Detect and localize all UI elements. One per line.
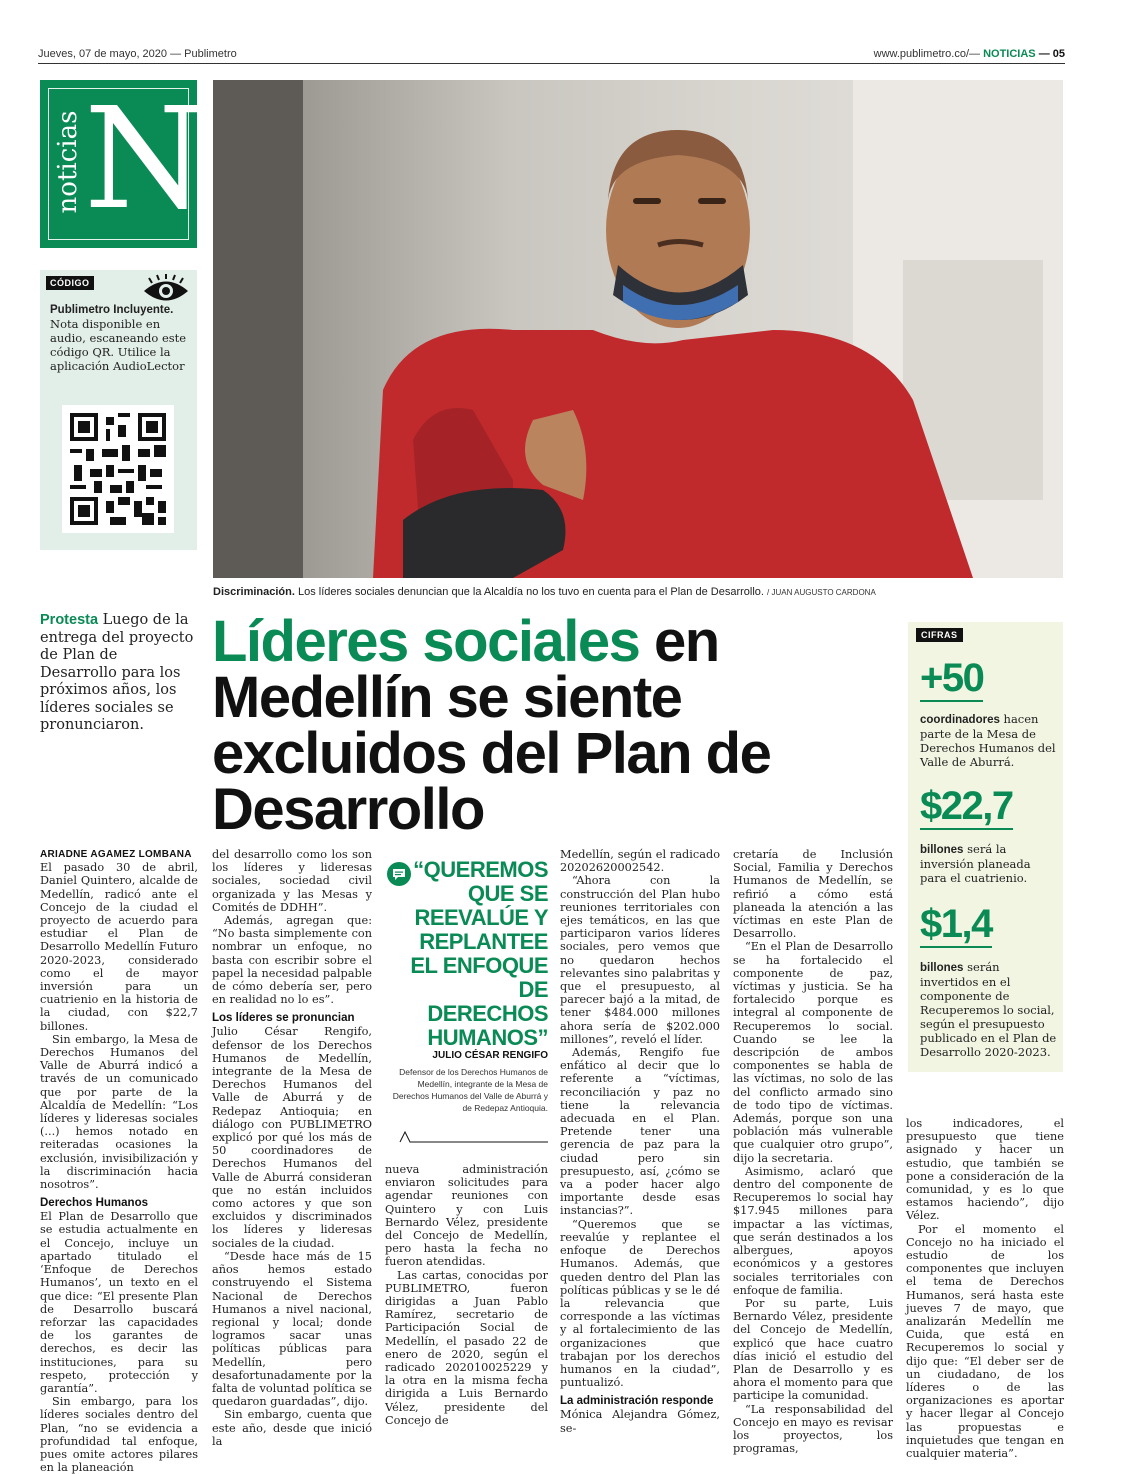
codigo-tag: CÓDIGO	[46, 276, 94, 290]
quote-role: Defensor de los Derechos Humanos de Medellín, integrante de la Mesa de Derechos Humanos del Valle de Aburrá y de Redepaz Antioquia.	[392, 1067, 548, 1113]
figure-3: $1,4	[920, 902, 992, 946]
paragraph: “Desde hace más de 15 años hemos estado construyendo el Sistema Nacional de Derechos Humanos a nivel nacional, regional y local; donde logramos sacar unas políticas públicas para Medellín, pero desafortunadamente por la falta de voluntad política se quedaron guardadas”, dijo.	[212, 1249, 372, 1409]
paragraph: Sin embargo, la Mesa de Derechos Humanos del Valle de Aburrá indicó a través de un comunicado que por parte de la Alcaldía de Medellín: “Los líderes y lideresas sociales (...) hemos notado en reiteradas ocasiones la exclusión, invisibilización y la discriminación hacia nosotros”.	[40, 1032, 198, 1192]
codigo-description	[50, 302, 190, 373]
site-url[interactable]: www.publimetro.co/—	[873, 48, 981, 60]
quote-author: JULIO CÉSAR RENGIFO	[432, 1050, 548, 1061]
article-col-6	[906, 1117, 1064, 1460]
figure-2-bold: billones	[920, 844, 964, 856]
deck-summary	[40, 612, 198, 735]
article-col-4	[560, 848, 720, 1435]
paragraph: Por su parte, Luis Bernardo Vélez, presidente del Concejo de Medellín, explicó que hace cuatro días inició el estudio del Plan de Desarrollo y es ahora el momento para que participe la comunidad.	[733, 1296, 893, 1403]
article-col-2	[212, 848, 372, 1448]
section-name: NOTICIAS	[983, 48, 1036, 60]
caption-text: Los líderes sociales denuncian que la Alcaldía no los tuvo en cuenta para el Plan de Desarrollo.	[297, 586, 764, 598]
figure-2-text: será la inversión planeada para el cuatrienio.	[920, 842, 1031, 885]
headline	[212, 609, 872, 842]
qr-code[interactable]	[62, 405, 174, 533]
byline: ARIADNE AGAMEZ LOMBANA	[40, 849, 192, 860]
paragraph: Además, agregan que: “No basta simplemente con nombrar un enfoque, no basta con escribir sobre el papel la necesidad palpable de cómo debería ser, pero en realidad no lo es”.	[212, 914, 372, 1007]
figure-3-text: serán invertidos en el componente de Recuperemos lo social, según el presupuesto publicado en el Plan de Desarrollo 2020-2023.	[920, 960, 1057, 1059]
figure-1-text: hacen parte de la Mesa de Derechos Humanos del Valle de Aburrá.	[920, 712, 1056, 769]
paragraph: “En el Plan de Desarrollo se ha fortalecido el componente de paz, víctimas y justicia. Se ha fortalecido porque es integral al componente de Recuperemos lo social. Cuando se lee la descripción de ambos componentes se habla de las víctimas, no solo de las del conflicto armado sino de todo tipo de víctimas. Además, porque son una población más vulnerable que cualquier otro grupo”, dijo la secretaria.	[733, 940, 893, 1165]
paragraph: Por el momento el Concejo no ha iniciado el estudio de los componentes que incluyen el tema de Derechos Humanos, será hasta este jueves 7 de mayo, que analizarán Medellín me Cuida, que está en Recuperemos lo social y dijo que: “El deber ser de un ciudadano, de los líderes o de las organizaciones es aportar y hacer llegar al Concejo las propuestas e inquietudes que tengan en cualquier materia”.	[906, 1222, 1064, 1461]
paragraph: “La responsabilidad del Concejo en mayo es revisar los proyectos, los programas,	[733, 1402, 893, 1456]
deck-text: Luego de la entrega del proyecto de Plan de Desarrollo para los próximos años, los líderes sociales se pronunciaron.	[40, 612, 194, 733]
paragraph: Sin embargo, para los líderes sociales dentro del Plan, “no se evidencia a profundidad tal enfoque, pues omite actores pilares en la planeación	[40, 1395, 198, 1474]
figure-2-desc	[920, 842, 1058, 885]
paragraph: los indicadores, el presupuesto que tiene asignado y hacer un estudio, que también se pone a consideración de la comunidad, y es lo que estamos haciendo”, dijo Vélez.	[906, 1117, 1064, 1223]
figure-2: $22,7	[920, 784, 1013, 828]
quote-text: “QUEREMOS QUE SE REEVALÚE Y REPLANTEE EL ENFOQUE DE DERECHOS HUMANOS”	[410, 857, 548, 1050]
article-col-5	[733, 848, 893, 1455]
paragraph: cretaría de Inclusión Social, Familia y Derechos Humanos de Medellín, se refirió a cómo está planeada la atención a las víctimas en este Plan de Desarrollo.	[733, 848, 893, 941]
subhead-derechos: Derechos Humanos	[40, 1197, 149, 1210]
page-number: — 05	[1038, 48, 1065, 60]
subhead-lideres: Los líderes se pronuncian	[212, 1012, 355, 1025]
paragraph: “Queremos que se reevalúe y replantee el enfoque de Derechos Humanos. Además, que queden dentro del Plan las políticas públicas y se le dé la relevancia que corresponde a las víctimas y al fortalecimiento de las organizaciones que trabajan por los derechos humanos en la ciudad”, puntualizó.	[560, 1217, 720, 1390]
figure-1-bold: coordinadores	[920, 714, 1000, 726]
quote-divider	[385, 1130, 548, 1144]
paragraph: Medellín, según el radicado 20202620002542.	[560, 848, 720, 875]
paragraph: Además, Rengifo fue enfático al decir que lo referente a “víctimas, reconciliación y paz no tiene la relevancia adecuada en el Plan. Pretende tener una gerencia de paz para la ciudad pero sin presupuesto, así, ¿cómo se va a poder hacer algo importante desde esas instancias?”.	[560, 1046, 720, 1218]
subhead-administracion: La administración responde	[560, 1395, 714, 1408]
codigo-title: Publimetro Incluyente.	[50, 304, 174, 316]
logo-letter: N	[84, 78, 207, 241]
paragraph: nueva administración enviaron solicitudes para agendar reuniones con Quintero y con Luis Bernardo Vélez, presidente del Concejo de Medellín, pero hasta la fecha no fueron atendidas.	[385, 1163, 548, 1269]
paragraph: Sin embargo, cuenta que este año, desde que inició la	[212, 1408, 372, 1448]
paragraph: El pasado 30 de abril, Daniel Quintero, alcalde de Medellín, radicó ante el Concejo de la ciudad el proyecto de acuerdo para estudiar el Plan de Desarrollo Medellín Futuro 2020-2023, considerado como el de mayor inversión para un cuatrienio en la historia de la ciudad, con $22,7 billones.	[40, 861, 198, 1033]
figure-3-bold: billones	[920, 962, 964, 974]
paragraph: “Ahora con la construcción del Plan hubo reuniones territoriales con ejes temáticos, en las que participaron varios líderes sociales, pero vemos que no quedaron hechos relevantes sino palabritas y que el presupuesto, al parecer bajó a la mitad, de tener $484.000 millones ahora sería de $202.000 millones”, reveló el líder.	[560, 874, 720, 1046]
paragraph: del desarrollo como los son los líderes y lideresas sociales, sociedad civil organizada y las Mesas y Comités de DDHH”.	[212, 848, 372, 914]
headline-highlight: Líderes sociales	[212, 609, 640, 674]
header-rule	[38, 63, 1065, 64]
noticias-logo	[40, 78, 207, 248]
figure-1-desc	[920, 712, 1058, 769]
codigo-box	[40, 270, 197, 550]
paragraph: Las cartas, conocidas por PUBLIMETRO, fueron dirigidas a Juan Pablo Ramírez, secretario de Participación Social de Medellín, el pasado 22 de enero de 2020, según el radicado 202010025229 y la otra en la misma fecha dirigida a Luis Bernardo Vélez, presidente del Concejo de	[385, 1268, 548, 1427]
cifras-tag: CIFRAS	[916, 628, 963, 642]
dateline: Jueves, 07 de mayo, 2020 — Publimetro	[38, 48, 237, 60]
photo-caption	[213, 586, 1063, 598]
paragraph: Asimismo, aclaró que dentro del componente de Recuperemos lo social hay $17.945 millones para impactar a las víctimas, que serán destinados a los albergues, apoyos económicos y a gestores sociales territoriales con enfoque de familia.	[733, 1164, 893, 1297]
article-col-3	[385, 1163, 548, 1427]
codigo-text: Nota disponible en audio, escaneando este código QR. Utilice la aplicación AudioLector	[50, 317, 187, 373]
article-col-1	[40, 848, 198, 1474]
headline-rest: en Medellín se siente excluidos del Plan de Desarrollo	[212, 609, 771, 842]
paragraph: Mónica Alejandra Gómez, se-	[560, 1408, 720, 1435]
caption-lead: Discriminación.	[213, 586, 295, 598]
logo-word: noticias	[53, 110, 83, 214]
paragraph: El Plan de Desarrollo que se estudia actualmente en el Concejo, incluye un apartado titulado el ‘Enfoque de Derechos Humanos’, un texto en el que dice: “El presente Plan de Desarrollo buscará reforzar las capacidades de los garantes de derechos, es decir las instituciones, para su respeto, protección y garantía”.	[40, 1210, 198, 1395]
section-header	[874, 48, 1065, 60]
figure-3-desc	[920, 960, 1058, 1059]
figure-1: +50	[920, 656, 984, 700]
lead-photo	[213, 80, 1063, 578]
logo-word-box	[52, 92, 84, 232]
paragraph: Julio César Rengifo, defensor de los Derechos Humanos de Medellín, integrante de la Mesa de Derechos Humanos del Valle de Aburrá y de Redepaz Antioquia; en diálogo con PUBLIMETRO explicó por qué los más de 50 coordinadores de Derechos Humanos del Valle de Aburrá consideran que no están incluidos como actores y que son excluidos y discriminados los líderes y lideresas sociales de la ciudad.	[212, 1025, 372, 1250]
qr-code-icon	[70, 413, 166, 525]
photo-credit: / JUAN AUGUSTO CARDONA	[767, 588, 876, 597]
cifras-box	[908, 622, 1063, 1072]
photo-illustration	[213, 80, 1063, 578]
deck-lead: Protesta	[40, 612, 99, 628]
